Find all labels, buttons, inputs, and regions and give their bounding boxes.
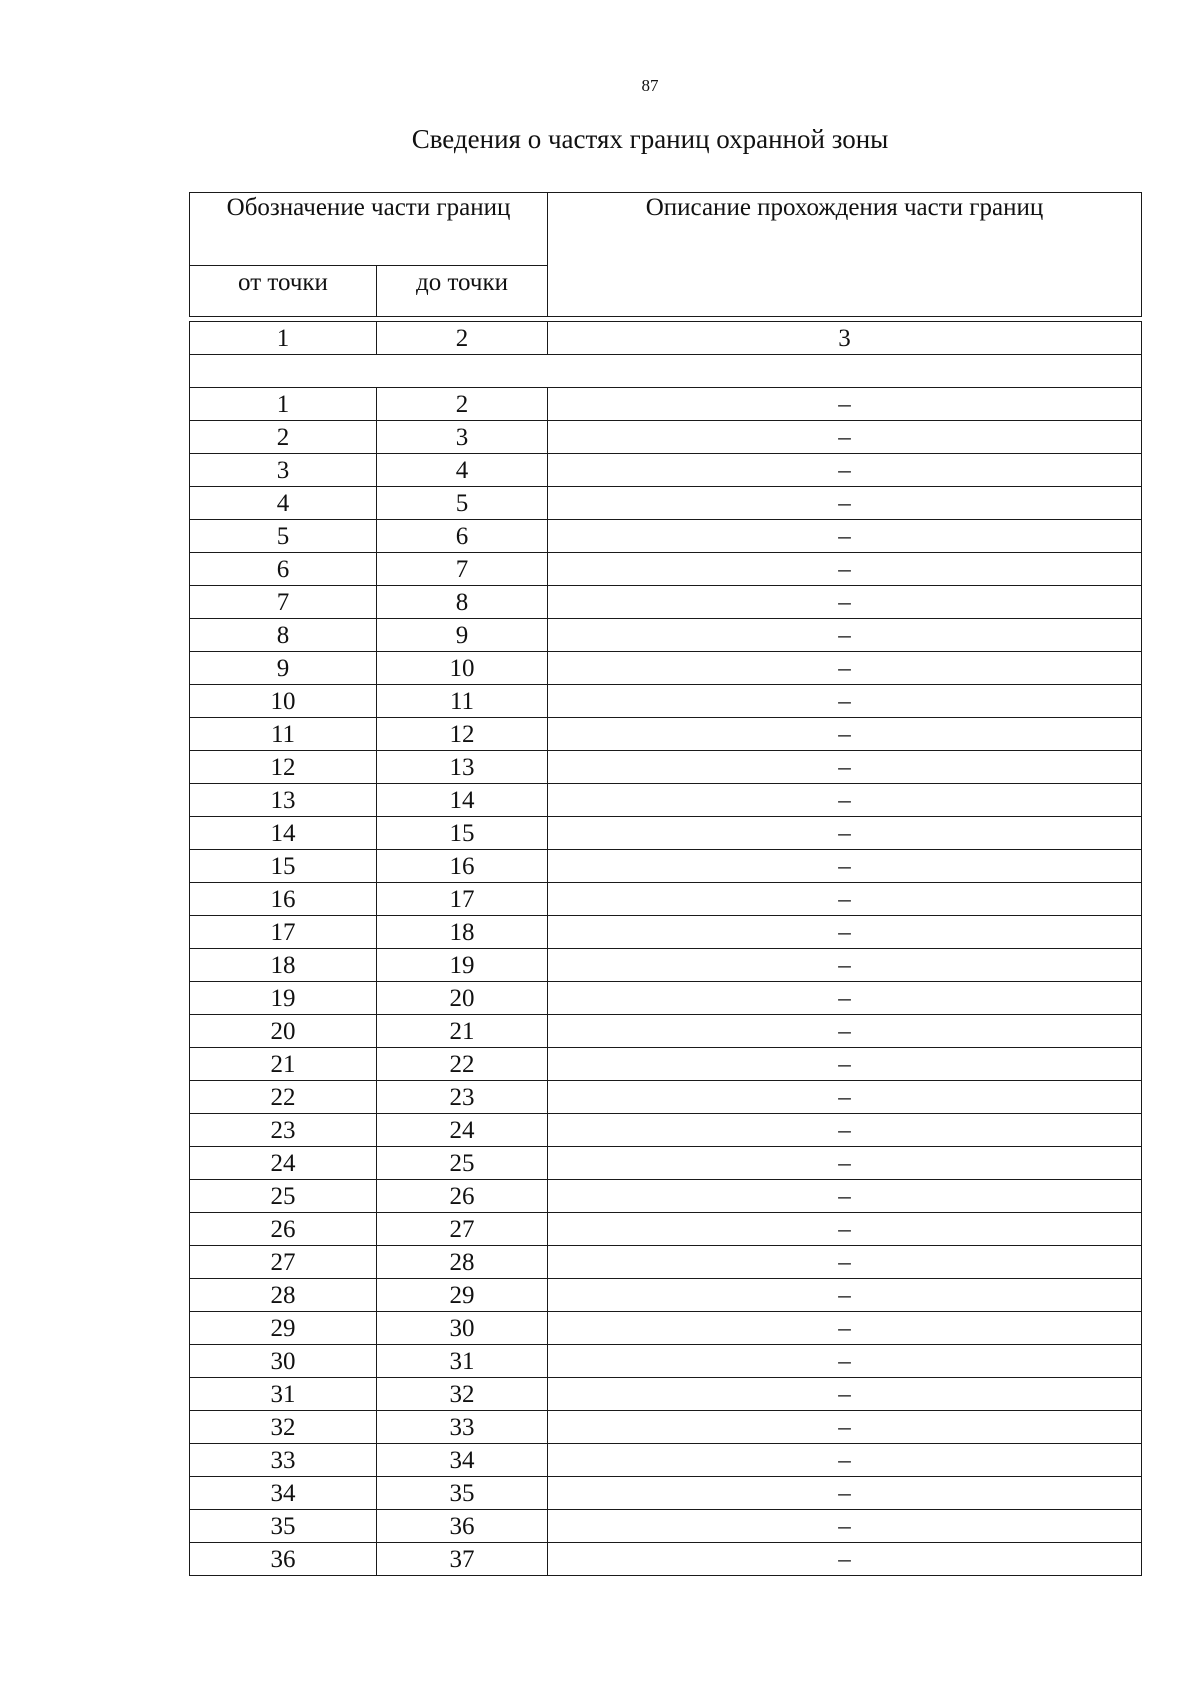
table-row xyxy=(190,1147,1142,1180)
table-body xyxy=(190,388,1142,1576)
to-point-header: до точки xyxy=(377,266,548,317)
table-row xyxy=(190,421,1142,454)
from-point-cell: 21 xyxy=(190,1048,377,1081)
to-point-cell: 37 xyxy=(377,1543,548,1576)
to-point-cell: 27 xyxy=(377,1213,548,1246)
to-point-cell: 17 xyxy=(377,883,548,916)
description-cell: – xyxy=(548,1411,1142,1444)
description-cell: – xyxy=(548,1147,1142,1180)
description-cell: – xyxy=(548,784,1142,817)
from-point-cell: 7 xyxy=(190,586,377,619)
from-point-cell: 26 xyxy=(190,1213,377,1246)
from-point-cell: 12 xyxy=(190,751,377,784)
description-cell: – xyxy=(548,520,1142,553)
description-cell: – xyxy=(548,1180,1142,1213)
to-point-cell: 16 xyxy=(377,850,548,883)
to-point-cell: 3 xyxy=(377,421,548,454)
table-row xyxy=(190,1312,1142,1345)
header-row-group xyxy=(190,193,1142,266)
to-point-cell: 34 xyxy=(377,1444,548,1477)
description-cell: – xyxy=(548,487,1142,520)
to-point-cell: 33 xyxy=(377,1411,548,1444)
table-row xyxy=(190,1114,1142,1147)
description-cell: – xyxy=(548,883,1142,916)
table-row xyxy=(190,1048,1142,1081)
table-row xyxy=(190,751,1142,784)
description-cell: – xyxy=(548,1543,1142,1576)
table-row xyxy=(190,619,1142,652)
from-point-cell: 19 xyxy=(190,982,377,1015)
to-point-cell: 15 xyxy=(377,817,548,850)
description-cell: – xyxy=(548,1114,1142,1147)
to-point-cell: 18 xyxy=(377,916,548,949)
description-cell: – xyxy=(548,1378,1142,1411)
to-point-cell: 20 xyxy=(377,982,548,1015)
to-point-cell: 25 xyxy=(377,1147,548,1180)
description-cell: – xyxy=(548,388,1142,421)
from-point-cell: 5 xyxy=(190,520,377,553)
table-row xyxy=(190,1345,1142,1378)
description-cell: – xyxy=(548,1081,1142,1114)
to-point-cell: 26 xyxy=(377,1180,548,1213)
table-row xyxy=(190,1246,1142,1279)
from-point-header: от точки xyxy=(190,266,377,317)
to-point-cell: 30 xyxy=(377,1312,548,1345)
boundary-parts-table-container xyxy=(189,192,1142,1576)
from-point-cell: 2 xyxy=(190,421,377,454)
boundary-parts-table xyxy=(189,192,1142,1576)
from-point-cell: 23 xyxy=(190,1114,377,1147)
description-cell: – xyxy=(548,685,1142,718)
table-row xyxy=(190,685,1142,718)
column-number-1: 1 xyxy=(190,322,377,355)
from-point-cell: 33 xyxy=(190,1444,377,1477)
description-cell: – xyxy=(548,751,1142,784)
from-point-cell: 16 xyxy=(190,883,377,916)
description-cell: – xyxy=(548,949,1142,982)
from-point-cell: 34 xyxy=(190,1477,377,1510)
from-point-cell: 28 xyxy=(190,1279,377,1312)
to-point-cell: 35 xyxy=(377,1477,548,1510)
table-row xyxy=(190,850,1142,883)
column-number-row xyxy=(190,322,1142,355)
page-title: Сведения о частях границ охранной зоны xyxy=(411,124,889,154)
table-row xyxy=(190,1543,1142,1576)
to-point-cell: 32 xyxy=(377,1378,548,1411)
table-row xyxy=(190,817,1142,850)
description-cell: – xyxy=(548,1345,1142,1378)
table-header xyxy=(190,193,1142,388)
to-point-cell: 2 xyxy=(377,388,548,421)
description-cell: – xyxy=(548,652,1142,685)
table-row xyxy=(190,916,1142,949)
table-row xyxy=(190,520,1142,553)
to-point-cell: 29 xyxy=(377,1279,548,1312)
from-point-cell: 36 xyxy=(190,1543,377,1576)
from-point-cell: 25 xyxy=(190,1180,377,1213)
to-point-cell: 8 xyxy=(377,586,548,619)
to-point-cell: 5 xyxy=(377,487,548,520)
from-point-cell: 29 xyxy=(190,1312,377,1345)
table-row xyxy=(190,454,1142,487)
table-row xyxy=(190,388,1142,421)
description-cell: – xyxy=(548,1279,1142,1312)
to-point-cell: 9 xyxy=(377,619,548,652)
table-row xyxy=(190,553,1142,586)
table-row xyxy=(190,652,1142,685)
section-blank-row xyxy=(190,355,1142,388)
to-point-cell: 28 xyxy=(377,1246,548,1279)
description-cell: – xyxy=(548,817,1142,850)
table-row xyxy=(190,1411,1142,1444)
from-point-cell: 10 xyxy=(190,685,377,718)
table-row xyxy=(190,1213,1142,1246)
table-row xyxy=(190,883,1142,916)
description-cell: – xyxy=(548,1312,1142,1345)
table-row xyxy=(190,1378,1142,1411)
table-row xyxy=(190,586,1142,619)
description-cell: – xyxy=(548,1444,1142,1477)
from-point-cell: 1 xyxy=(190,388,377,421)
description-cell: – xyxy=(548,454,1142,487)
table-row xyxy=(190,1180,1142,1213)
table-row xyxy=(190,487,1142,520)
to-point-cell: 23 xyxy=(377,1081,548,1114)
table-row xyxy=(190,1081,1142,1114)
description-cell: – xyxy=(548,718,1142,751)
from-point-cell: 3 xyxy=(190,454,377,487)
description-cell: – xyxy=(548,850,1142,883)
table-row xyxy=(190,982,1142,1015)
boundary-designation-header: Обозначение части границ xyxy=(190,193,548,266)
from-point-cell: 14 xyxy=(190,817,377,850)
from-point-cell: 27 xyxy=(190,1246,377,1279)
table-row xyxy=(190,1279,1142,1312)
from-point-cell: 31 xyxy=(190,1378,377,1411)
to-point-cell: 22 xyxy=(377,1048,548,1081)
column-number-3: 3 xyxy=(548,322,1142,355)
to-point-cell: 36 xyxy=(377,1510,548,1543)
to-point-cell: 13 xyxy=(377,751,548,784)
from-point-cell: 32 xyxy=(190,1411,377,1444)
from-point-cell: 8 xyxy=(190,619,377,652)
description-cell: – xyxy=(548,1246,1142,1279)
description-cell: – xyxy=(548,982,1142,1015)
from-point-cell: 35 xyxy=(190,1510,377,1543)
description-cell: – xyxy=(548,619,1142,652)
to-point-cell: 7 xyxy=(377,553,548,586)
description-cell: – xyxy=(548,1048,1142,1081)
description-cell: – xyxy=(548,421,1142,454)
from-point-cell: 9 xyxy=(190,652,377,685)
to-point-cell: 11 xyxy=(377,685,548,718)
table-row xyxy=(190,1444,1142,1477)
from-point-cell: 15 xyxy=(190,850,377,883)
from-point-cell: 20 xyxy=(190,1015,377,1048)
table-row xyxy=(190,1477,1142,1510)
from-point-cell: 11 xyxy=(190,718,377,751)
to-point-cell: 14 xyxy=(377,784,548,817)
from-point-cell: 24 xyxy=(190,1147,377,1180)
table-row xyxy=(190,1510,1142,1543)
from-point-cell: 30 xyxy=(190,1345,377,1378)
from-point-cell: 13 xyxy=(190,784,377,817)
to-point-cell: 10 xyxy=(377,652,548,685)
table-row xyxy=(190,949,1142,982)
description-cell: – xyxy=(548,1477,1142,1510)
from-point-cell: 4 xyxy=(190,487,377,520)
from-point-cell: 6 xyxy=(190,553,377,586)
boundary-description-header: Описание прохождения части границ xyxy=(548,193,1142,317)
to-point-cell: 21 xyxy=(377,1015,548,1048)
from-point-cell: 17 xyxy=(190,916,377,949)
description-cell: – xyxy=(548,553,1142,586)
description-cell: – xyxy=(548,1213,1142,1246)
description-cell: – xyxy=(548,1510,1142,1543)
table-row xyxy=(190,1015,1142,1048)
from-point-cell: 22 xyxy=(190,1081,377,1114)
to-point-cell: 24 xyxy=(377,1114,548,1147)
description-cell: – xyxy=(548,1015,1142,1048)
table-row xyxy=(190,718,1142,751)
table-row xyxy=(190,784,1142,817)
from-point-cell: 18 xyxy=(190,949,377,982)
page-number: 87 xyxy=(641,76,659,95)
to-point-cell: 12 xyxy=(377,718,548,751)
to-point-cell: 4 xyxy=(377,454,548,487)
to-point-cell: 19 xyxy=(377,949,548,982)
description-cell: – xyxy=(548,916,1142,949)
to-point-cell: 31 xyxy=(377,1345,548,1378)
description-cell: – xyxy=(548,586,1142,619)
section-blank-cell xyxy=(190,355,1142,388)
column-number-2: 2 xyxy=(377,322,548,355)
to-point-cell: 6 xyxy=(377,520,548,553)
